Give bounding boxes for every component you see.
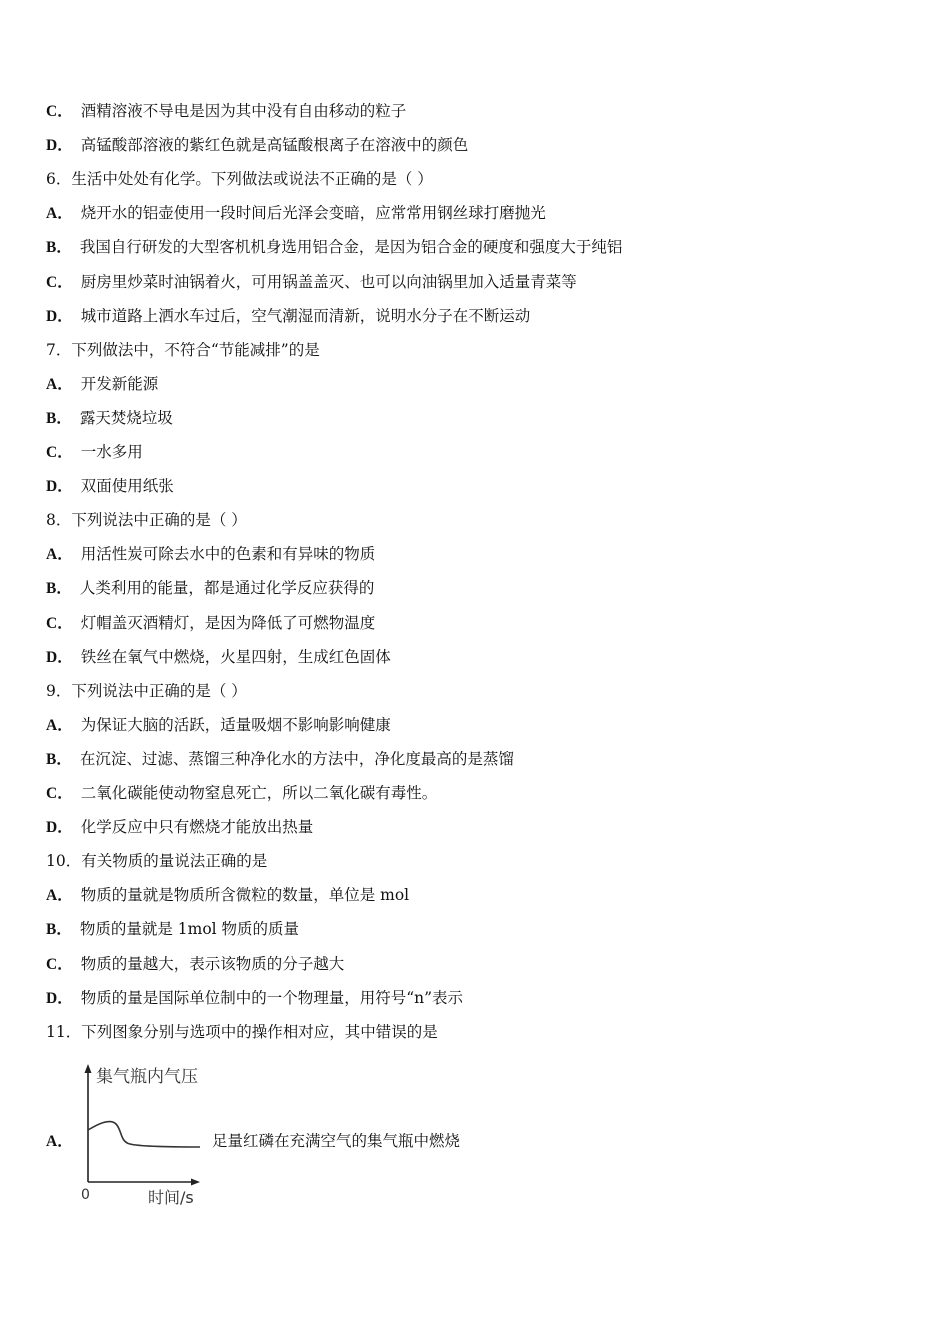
question-line (46, 510, 247, 530)
option-label: D． (46, 819, 73, 837)
option-line (46, 578, 374, 599)
option-label: C． (46, 273, 73, 291)
option-label: C． (46, 103, 73, 120)
q11-option-a-text: 足量红磷在充满空气的集气瓶中燃烧 (212, 1132, 461, 1150)
option-label: C． (46, 444, 73, 461)
option-text: 人类利用的能量，都是通过化学反应获得的 (79, 579, 375, 598)
option-line (46, 476, 174, 497)
option-line (46, 272, 577, 293)
option-line (46, 647, 391, 668)
option-text: 铁丝在氧气中燃烧，火星四射，生成红色固体 (80, 647, 391, 666)
option-label: A． (46, 205, 73, 223)
option-line (46, 237, 622, 258)
option-label: D． (46, 478, 73, 496)
option-line (46, 306, 530, 327)
option-label: C． (46, 955, 73, 973)
option-text: 烧开水的铝壶使用一段时间后光泽会变暗，应常常用钢丝球打磨抛光 (80, 204, 546, 223)
option-label: B． (46, 921, 72, 939)
option-text: 物质的量就是 1mol 物质的质量 (79, 920, 300, 939)
option-line (46, 954, 344, 975)
option-text: 物质的量越大，表示该物质的分子越大 (80, 954, 345, 973)
question-line (46, 1022, 438, 1042)
option-text: 双面使用纸张 (80, 477, 174, 496)
question-line (46, 169, 433, 189)
option-label: C． (46, 614, 73, 632)
question-line (46, 340, 320, 360)
option-line (46, 374, 158, 395)
option-line (46, 783, 437, 804)
graph-x-label: 时间/s (148, 1188, 194, 1207)
option-line (46, 203, 546, 224)
option-line (46, 919, 299, 940)
option-line (46, 988, 463, 1009)
y-axis-arrow (85, 1064, 92, 1073)
option-text: 灯帽盖灭酒精灯，是因为降低了可燃物温度 (80, 613, 376, 632)
option-label: D． (46, 307, 73, 325)
option-text: 开发新能源 (80, 374, 159, 393)
pressure-curve (88, 1122, 200, 1147)
question-line (46, 681, 247, 701)
option-line (46, 885, 409, 906)
question-text: 8．下列说法中正确的是（ ） (46, 511, 247, 530)
option-text: 物质的量是国际单位制中的一个物理量，用符号“n”表示 (80, 988, 464, 1007)
option-label: B． (46, 580, 72, 598)
option-label: C． (46, 785, 73, 802)
option-text: 我国自行研发的大型客机机身选用铝合金，是因为铝合金的硬度和强度大于纯铝 (79, 238, 623, 257)
option-text: 用活性炭可除去水中的色素和有异味的物质 (80, 545, 376, 564)
option-label: B． (46, 409, 72, 427)
option-text: 为保证大脑的活跃，适量吸烟不影响影响健康 (80, 715, 391, 734)
q11-option-a-label: A． (46, 1133, 73, 1150)
option-label: D． (46, 648, 73, 666)
option-text: 高锰酸部溶液的紫红色就是高锰酸根离子在溶液中的颜色 (80, 136, 469, 155)
option-label: D． (46, 989, 73, 1007)
option-label: A． (46, 716, 73, 734)
question-text: 6．生活中处处有化学。下列做法或说法不正确的是（ ） (46, 170, 433, 189)
question-text: 10．有关物质的量说法正确的是 (46, 852, 268, 871)
option-line (46, 749, 514, 770)
option-line (46, 715, 391, 736)
option-label: A． (46, 375, 73, 393)
option-label: B． (46, 750, 72, 768)
option-text: 酒精溶液不导电是因为其中没有自由移动的粒子 (80, 102, 407, 120)
option-line (46, 101, 406, 122)
question-line (46, 851, 267, 871)
option-text: 在沉淀、过滤、蒸馏三种净化水的方法中，净化度最高的是蒸馏 (79, 749, 514, 768)
option-text: 化学反应中只有燃烧才能放出热量 (80, 818, 314, 837)
option-line (46, 408, 173, 429)
option-line (46, 817, 313, 838)
option-line (46, 442, 143, 463)
question-text: 11．下列图象分别与选项中的操作相对应，其中错误的是 (46, 1022, 438, 1041)
option-text: 城市道路上洒水车过后，空气潮湿而清新，说明水分子在不断运动 (80, 306, 531, 325)
option-text: 露天焚烧垃圾 (79, 408, 173, 427)
graph-y-label: 集气瓶内气压 (96, 1067, 198, 1087)
option-line (46, 613, 375, 634)
option-text: 一水多用 (80, 443, 143, 461)
question-text: 7．下列做法中，不符合“节能减排”的是 (46, 340, 320, 359)
option-label: A． (46, 887, 73, 905)
graph-origin-label: 0 (81, 1187, 90, 1203)
option-label: D． (46, 137, 73, 155)
option-text: 物质的量就是物质所含微粒的数量，单位是 mol (80, 886, 410, 905)
option-text: 二氧化碳能使动物窒息死亡，所以二氧化碳有毒性。 (80, 784, 438, 802)
question-text: 9．下列说法中正确的是（ ） (46, 681, 247, 700)
option-label: A． (46, 546, 73, 564)
option-label: B． (46, 239, 72, 257)
option-line (46, 135, 468, 156)
option-line (46, 544, 375, 565)
option-text: 厨房里炒菜时油锅着火，可用锅盖盖灭、也可以向油锅里加入适量青菜等 (80, 272, 577, 291)
